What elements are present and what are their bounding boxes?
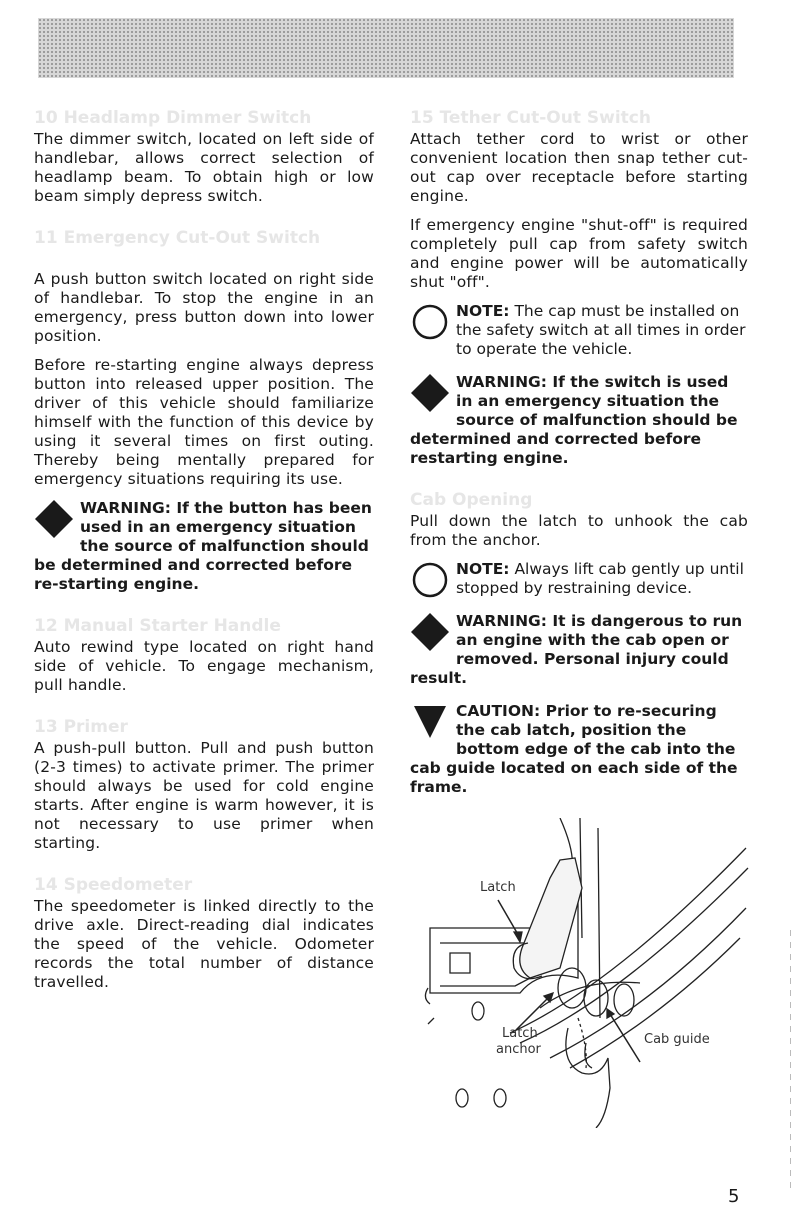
section-tether-cutout	[410, 108, 748, 468]
label-latch-anchor-line2: anchor	[496, 1042, 541, 1057]
caution-label: CAUTION:	[456, 702, 541, 720]
warning-text: If the switch is used in an emergency situation the source of malfunction should be determined and corrected before restarting engine.	[410, 373, 738, 467]
page-edge-rule	[790, 930, 791, 1190]
section-headlamp-dimmer	[34, 108, 374, 206]
paragraph: A push-pull button. Pull and push button (2-3 times) to activate primer. The primer should always be used for cold engine starts. After engine is warm however, it is not necessary to use primer when starting.	[34, 739, 374, 852]
caution-triangle-icon	[410, 702, 450, 742]
warning-label: WARNING:	[456, 612, 547, 630]
paragraph: The speedometer is linked directly to the drive axle. Direct-reading dial indicates the speed of the vehicle. Odometer records the total number of distance travelled.	[34, 897, 374, 991]
warning-notice	[410, 373, 748, 468]
section-emergency-cutout	[34, 228, 374, 594]
section-heading: 14 Speedometer	[34, 875, 193, 895]
header-halftone-band	[38, 18, 734, 78]
paragraph: Attach tether cord to wrist or other convenient location then snap tether cut-out cap over receptacle before starting engine.	[410, 130, 748, 205]
section-heading: 10 Headlamp Dimmer Switch	[34, 108, 312, 128]
paragraph: Pull down the latch to unhook the cab from the anchor.	[410, 512, 748, 549]
paragraph: Before re-starting engine always depress button into released upper position. The driver of this vehicle should familiarize himself with the function of this device by using it several times on first outing. Thereby being mentally prepared for emergency situations requiring its use.	[34, 356, 374, 488]
label-latch-anchor-line1: Latch	[502, 1026, 538, 1041]
section-heading: 11 Emergency Cut-Out Switch	[34, 228, 321, 248]
cab-latch-drawing	[410, 818, 750, 1128]
label-latch: Latch	[480, 880, 516, 895]
note-notice	[410, 560, 748, 598]
left-column	[34, 108, 374, 1014]
label-cab-guide: Cab guide	[644, 1032, 710, 1047]
warning-label: WARNING:	[456, 373, 547, 391]
note-label: NOTE:	[456, 560, 510, 578]
section-heading: 15 Tether Cut-Out Switch	[410, 108, 651, 128]
paragraph: The dimmer switch, located on left side of handlebar, allows correct selection of headlamp beam. To obtain high or low beam simply depress switch.	[34, 130, 374, 205]
paragraph: Auto rewind type located on right hand side of vehicle. To engage mechanism, pull handle.	[34, 638, 374, 694]
warning-text: It is dangerous to run an engine with the cab open or removed. Personal injury could result.	[410, 612, 743, 687]
section-cab-opening	[410, 490, 748, 797]
cab-latch-diagram	[410, 818, 750, 1128]
warning-notice	[410, 612, 748, 688]
warning-diamond-icon	[410, 612, 450, 652]
section-heading: 12 Manual Starter Handle	[34, 616, 281, 636]
warning-text: If the button has been used in an emergency situation the source of malfunction should be determined and corrected before re-starting engine.	[34, 499, 372, 593]
right-column	[410, 108, 748, 819]
warning-notice	[34, 499, 374, 594]
section-speedometer	[34, 875, 374, 992]
note-text: Always lift cab gently up until stopped by restraining device.	[456, 560, 744, 597]
paragraph: If emergency engine "shut-off" is required completely pull cap from safety switch and engine power will be automatically shut "off".	[410, 216, 748, 291]
warning-label: WARNING:	[80, 499, 171, 517]
caution-text: Prior to re-securing the cab latch, position the bottom edge of the cab into the cab guide located on each side of the frame.	[410, 702, 738, 796]
section-heading: Cab Opening	[410, 490, 533, 510]
warning-diamond-icon	[410, 373, 450, 413]
note-label: NOTE:	[456, 302, 510, 320]
note-circle-icon	[410, 302, 450, 342]
page-number: 5	[728, 1186, 740, 1207]
caution-notice	[410, 702, 748, 797]
note-text: The cap must be installed on the safety switch at all times in order to operate the vehicle.	[456, 302, 746, 358]
section-manual-starter	[34, 616, 374, 695]
paragraph: A push button switch located on right side of handlebar. To stop the engine in an emergency, press button down into lower position.	[34, 270, 374, 345]
note-circle-icon	[410, 560, 450, 600]
section-primer	[34, 717, 374, 853]
warning-diamond-icon	[34, 499, 74, 539]
section-heading: 13 Primer	[34, 717, 128, 737]
note-notice	[410, 302, 748, 359]
